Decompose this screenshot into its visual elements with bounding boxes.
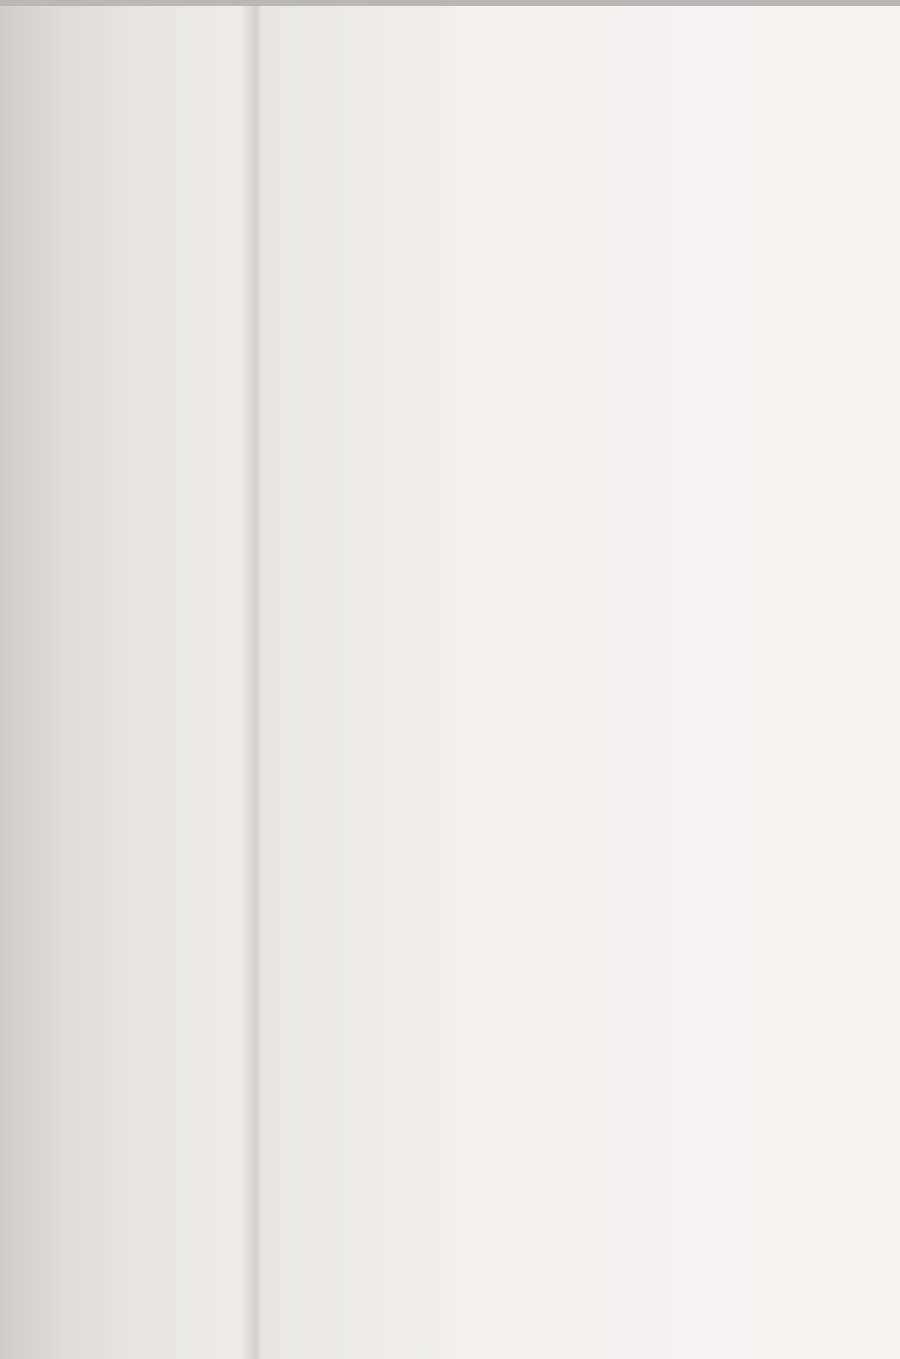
scan-edge [0,0,900,6]
